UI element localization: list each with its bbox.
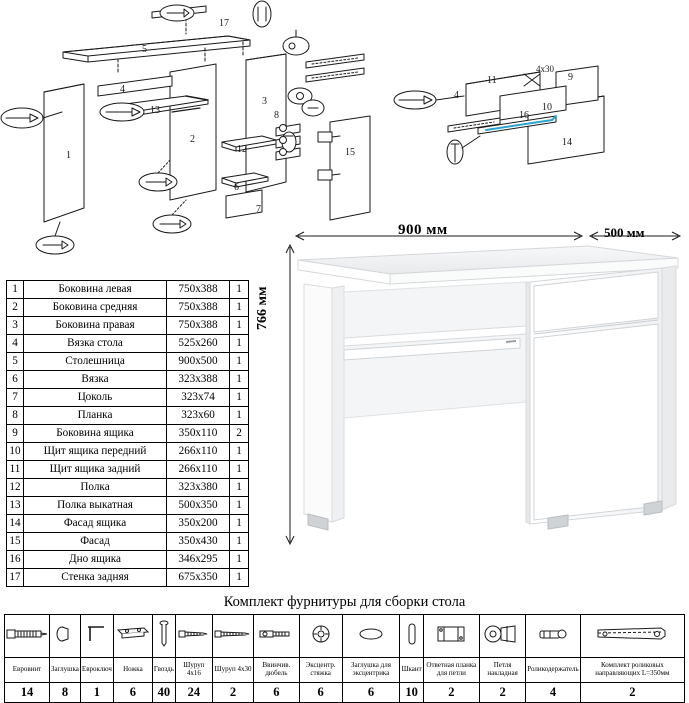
hardware-name: Евроключ: [80, 658, 113, 683]
row-qty: 1: [230, 551, 249, 569]
row-name: Цоколь: [24, 389, 167, 407]
row-dim: 675х350: [167, 569, 230, 587]
drawer-slide-rails: [306, 54, 364, 82]
label-2: 2: [190, 134, 195, 145]
row-dim: 500х350: [167, 497, 230, 515]
row-dim: 323х388: [167, 371, 230, 389]
foot-right-front: [548, 515, 568, 529]
row-dim: 346х295: [167, 551, 230, 569]
row-num: 11: [7, 461, 24, 479]
hardware-name: Роликодержатель: [526, 658, 581, 683]
screw-in-dowel-icon: [254, 615, 300, 658]
screw-4x30-icon: [213, 615, 254, 658]
row-num: 2: [7, 299, 24, 317]
table-row: [7, 281, 249, 299]
hardware-name: Заглушка: [50, 658, 81, 683]
row-qty: 1: [230, 497, 249, 515]
table-row: [7, 443, 249, 461]
row-name: Столешница: [24, 353, 167, 371]
screw-4x16-icon: [175, 615, 212, 658]
label-5: 5: [142, 44, 147, 55]
row-num: 12: [7, 479, 24, 497]
roller-guides-icon: [580, 615, 684, 658]
part-facade: [330, 116, 370, 220]
row-num: 9: [7, 425, 24, 443]
label-17: 17: [219, 18, 229, 29]
hardware-count: 6: [299, 683, 342, 703]
hardware-count: 8: [50, 683, 81, 703]
hinge-plate-icon: [423, 615, 479, 658]
roller-holder-icon: [526, 615, 581, 658]
row-num: 15: [7, 533, 24, 551]
hardware-symbols-left: [280, 125, 287, 156]
row-dim: 750х388: [167, 317, 230, 335]
row-dim: 750х388: [167, 281, 230, 299]
row-dim: 323х380: [167, 479, 230, 497]
svg-text:4х30: 4х30: [536, 64, 554, 74]
table-row: [7, 425, 249, 443]
row-name: Полка выкатная: [24, 497, 167, 515]
table-row: [7, 533, 249, 551]
row-num: 1: [7, 281, 24, 299]
left-leg-panel-side: [332, 286, 344, 522]
row-qty: 1: [230, 407, 249, 425]
parts-table: [6, 280, 249, 587]
row-name: Щит ящика передний: [24, 443, 167, 461]
row-qty: 1: [230, 299, 249, 317]
row-name: Вязка: [24, 371, 167, 389]
label-9: 9: [568, 72, 573, 83]
row-num: 7: [7, 389, 24, 407]
hardware-icon-row: [5, 615, 685, 658]
label-3: 3: [262, 96, 267, 107]
table-row: [7, 389, 249, 407]
hardware-count: 14: [5, 683, 50, 703]
label-8: 8: [274, 110, 279, 121]
hardware-count: 40: [152, 683, 175, 703]
hardware-count: 6: [342, 683, 400, 703]
row-name: Боковина левая: [24, 281, 167, 299]
euro-screw-icon: [5, 615, 50, 658]
hardware-count: 24: [175, 683, 212, 703]
row-dim: 266х110: [167, 461, 230, 479]
hardware-name: Шкант: [400, 658, 423, 683]
row-dim: 525х260: [167, 335, 230, 353]
row-name: Фасад ящика: [24, 515, 167, 533]
table-row: [7, 317, 249, 335]
table-row: [7, 479, 249, 497]
row-name: Планка: [24, 407, 167, 425]
door-front: [534, 324, 658, 520]
hardware-name: Эксцентр. стяжка: [299, 658, 342, 683]
label-15: 15: [345, 147, 355, 158]
table-row: [7, 551, 249, 569]
row-dim: 266х110: [167, 443, 230, 461]
label-10: 10: [542, 102, 552, 113]
label-7: 7: [256, 204, 261, 215]
label-6: 6: [234, 182, 239, 193]
row-dim: 350х200: [167, 515, 230, 533]
table-row: [7, 407, 249, 425]
hardware-count: 2: [213, 683, 254, 703]
row-dim: 323х74: [167, 389, 230, 407]
label-11: 11: [487, 75, 497, 86]
row-num: 13: [7, 497, 24, 515]
hardware-name: Петля накладная: [480, 658, 526, 683]
pullout-shelf-handle: [506, 341, 516, 342]
label-1: 1: [66, 150, 71, 161]
hardware-name: Шуруп 4х16: [175, 658, 212, 683]
row-num: 16: [7, 551, 24, 569]
row-name: Полка: [24, 479, 167, 497]
hardware-kit-title: Комплект фурнитуры для сборки стола: [223, 594, 466, 610]
hardware-count: 2: [423, 683, 479, 703]
row-dim: 900х500: [167, 353, 230, 371]
row-qty: 1: [230, 353, 249, 371]
row-name: Фасад: [24, 533, 167, 551]
label-14: 14: [562, 137, 572, 148]
hardware-count: 2: [480, 683, 526, 703]
row-name: Боковина средняя: [24, 299, 167, 317]
label-16: 16: [519, 110, 529, 121]
row-qty: 1: [230, 533, 249, 551]
row-name: Вязка стола: [24, 335, 167, 353]
label-4r: 4: [454, 90, 459, 101]
row-dim: 323х60: [167, 407, 230, 425]
label-12: 12: [237, 144, 247, 155]
part-tabletop: [63, 36, 250, 62]
table-row: [7, 569, 249, 587]
foot-right-back: [644, 501, 662, 515]
width-dimension-label: 900 мм: [398, 222, 448, 238]
row-num: 8: [7, 407, 24, 425]
row-qty: 2: [230, 425, 249, 443]
row-qty: 1: [230, 461, 249, 479]
hardware-name: Заглушка для эксцентрика: [342, 658, 400, 683]
row-num: 5: [7, 353, 24, 371]
hardware-table: [4, 614, 685, 703]
table-row: [7, 371, 249, 389]
hardware-name: Ввинчив. дюбель: [254, 658, 300, 683]
height-dimension-label: 766 мм: [255, 286, 270, 330]
hardware-name-row: [5, 658, 685, 683]
row-qty: 1: [230, 443, 249, 461]
row-qty: 1: [230, 389, 249, 407]
dowel-icon: [400, 615, 423, 658]
table-row: [7, 353, 249, 371]
nail-icon: [152, 615, 175, 658]
part-desk-tie: [98, 76, 172, 96]
row-num: 10: [7, 443, 24, 461]
table-row: [7, 515, 249, 533]
row-name: Боковина правая: [24, 317, 167, 335]
hinge-icon: [480, 615, 526, 658]
table-row: [7, 335, 249, 353]
hardware-count: 6: [113, 683, 152, 703]
label-4: 4: [120, 84, 125, 95]
row-qty: 1: [230, 569, 249, 587]
row-dim: 350х110: [167, 425, 230, 443]
row-qty: 1: [230, 281, 249, 299]
part-left-side: [44, 84, 84, 222]
hardware-count: 2: [580, 683, 684, 703]
hardware-name: Шуруп 4х30: [213, 658, 254, 683]
pedestal-left-edge: [526, 282, 530, 524]
row-num: 3: [7, 317, 24, 335]
part-right-side: [246, 54, 286, 192]
hardware-count: 1: [80, 683, 113, 703]
row-dim: 750х388: [167, 299, 230, 317]
row-num: 17: [7, 569, 24, 587]
row-name: Боковина ящика: [24, 425, 167, 443]
table-row: [7, 299, 249, 317]
hardware-count: 10: [400, 683, 423, 703]
row-num: 4: [7, 335, 24, 353]
row-qty: 1: [230, 317, 249, 335]
hardware-name: Ответная планка для петли: [423, 658, 479, 683]
table-row: [7, 497, 249, 515]
row-qty: 1: [230, 335, 249, 353]
table-row: [7, 461, 249, 479]
eccentric-cap-icon: [342, 615, 400, 658]
row-num: 6: [7, 371, 24, 389]
label-13: 13: [150, 105, 160, 116]
hardware-count: 4: [526, 683, 581, 703]
euro-key-icon: [80, 615, 113, 658]
leg-icon: [113, 615, 152, 658]
row-name: Стенка задняя: [24, 569, 167, 587]
cap-icon: [50, 615, 81, 658]
hardware-count: 6: [254, 683, 300, 703]
depth-dimension-label: 500 мм: [604, 225, 645, 240]
row-dim: 350х430: [167, 533, 230, 551]
hardware-name: Гвоздь: [152, 658, 175, 683]
row-qty: 1: [230, 515, 249, 533]
left-leg-panel: [304, 284, 332, 522]
row-name: Дно ящика: [24, 551, 167, 569]
eccentric-tie-icon: [299, 615, 342, 658]
hardware-name: Комплект роликовых направляющих L=350мм: [580, 658, 684, 683]
row-num: 14: [7, 515, 24, 533]
pedestal-side: [662, 266, 676, 510]
row-name: Щит ящика задний: [24, 461, 167, 479]
row-qty: 1: [230, 371, 249, 389]
product-render: [258, 222, 688, 570]
row-qty: 1: [230, 479, 249, 497]
hardware-name: Ножка: [113, 658, 152, 683]
hardware-name: Евровинт: [5, 658, 50, 683]
